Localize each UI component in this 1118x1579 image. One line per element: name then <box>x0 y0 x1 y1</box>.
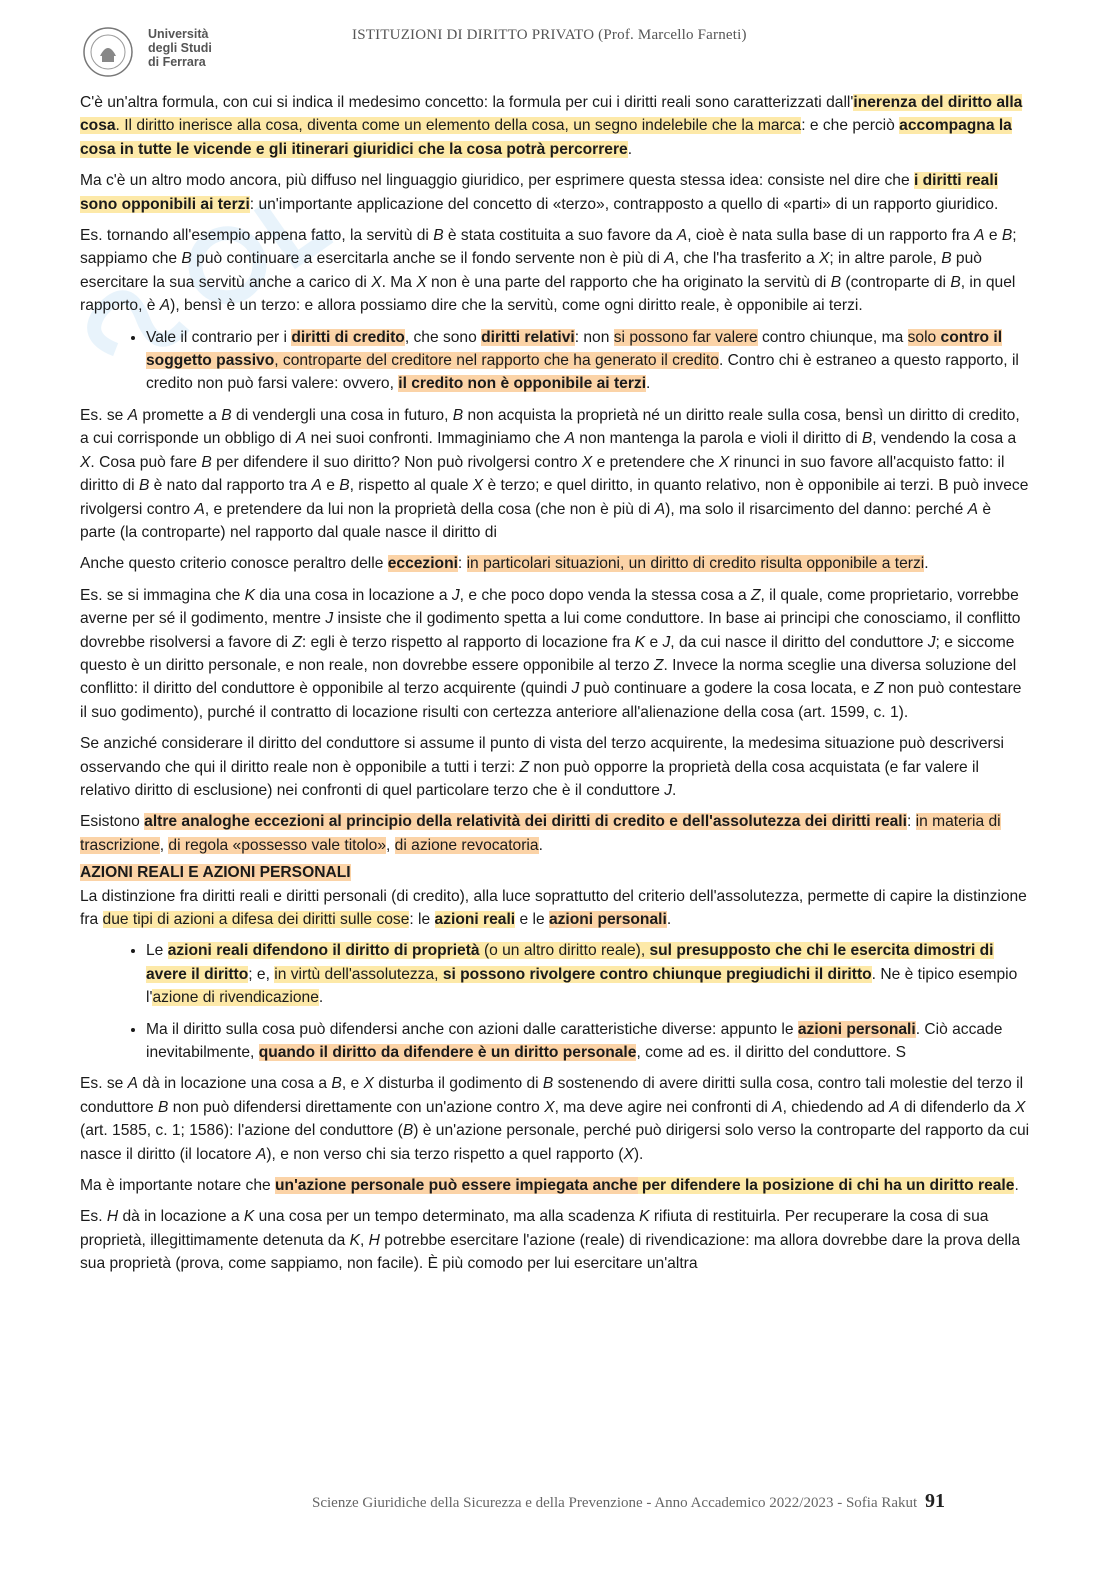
paragraph: Ma c'è un altro modo ancora, più diffuso nel linguaggio giuridico, per esprimere questa stessa idea: consiste nel dire che i diritti reali sono opponibili ai terzi: un'importante applicazione del concetto di «terzo», contrapposto a quello di «parti» di un rapporto giuridico. <box>80 172 999 213</box>
page-number: 91 <box>924 1490 945 1512</box>
paragraph: Esistono altre analoghe eccezioni al principio della relatività dei diritti di credito e dell'assolutezza dei diritti reali: in materia di trascrizione, di regola «possesso vale titolo», di azione revocatoria. <box>80 813 1001 854</box>
university-name-line-3: di Ferrara <box>148 55 206 69</box>
paragraph: C'è un'altra formula, con cui si indica il medesimo concetto: la formula per cui i diritti reali sono caratterizzati dall'inerenza del diritto alla cosa. Il diritto inerisce alla cosa, diventa come un elemento della cosa, un segno indelebile che la marca: e che perciò accompagna la cosa in tutte le vicende e gli itinerari giuridici che la cosa potrà percorrere. <box>80 94 1023 158</box>
page-header <box>0 0 1118 80</box>
course-title: ISTITUZIONI DI DIRITTO PRIVATO (Prof. Marcello Farneti) <box>352 27 747 43</box>
university-name-line-2: degli Studi <box>148 41 212 55</box>
page-footer <box>312 1490 945 1513</box>
paragraph: Ma è importante notare che un'azione personale può essere impiegata anche per difendere la posizione di chi ha un diritto reale. <box>80 1177 1019 1195</box>
list-item: • Ma il diritto sulla cosa può difendersi anche con azioni dalle caratteristiche diverse: appunto le azioni personali. Ciò accade inevitabilmente, quando il diritto da difendere è un diritto personale, come ad es. il diritto del conduttore. S <box>146 1018 1030 1065</box>
footer-text: Scienze Giuridiche della Sicurezza e della Prevenzione - Anno Accademico 2022/2023 - Sofia Rakut <box>312 1495 918 1511</box>
paragraph: Se anziché considerare il diritto del conduttore si assume il punto di vista del terzo acquirente, la medesima situazione può descriversi osservando che qui il diritto reale non è opponibile a tutti i terzi: Z non può opporre la proprietà della cosa acquistata (e far valere il relativo diritto di esclusione) nei confronti di quel particolare terzo che è il conduttore J. <box>80 735 1004 799</box>
list-item: • Vale il contrario per i diritti di credito, che sono diritti relativi: non si possono far valere contro chiunque, ma solo contro il soggetto passivo, controparte del creditore nel rapporto che ha generato il credito. Contro chi è estraneo a questo rapporto, il credito non può farsi valere: ovvero, il credito non è opponibile ai terzi. <box>146 326 1030 396</box>
page-body <box>80 91 1030 1284</box>
paragraph: Es. se A dà in locazione una cosa a B, e X disturba il godimento di B sostenendo di avere diritti sulla cosa, contro tali molestie del terzo il conduttore B non può difendersi direttamente con un'azione contro X, ma deve agire nei confronti di A, chiedendo ad A di difenderlo da X (art. 1585, c. 1; 1586): l'azione del conduttore (B) è un'azione personale, perché può dirigersi solo verso la controparte del rapporto da cui nasce il diritto (il locatore A), e non verso chi sia terzo rispetto a quel rapporto (X). <box>80 1075 1030 1163</box>
bullet-list <box>80 939 1030 1064</box>
paragraph: Es. tornando all'esempio appena fatto, la servitù di B è stata costituita a suo favore da A, cioè è nata sulla base di un rapporto fra A e B; sappiamo che B può continuare a esercitarla anche se il fondo servente non è più di A, che l'ha trasferito a X; in altre parole, B può esercitare la sua servitù anche a carico di X. Ma X non è una parte del rapporto che ha originato la servitù di B (controparte di B, in quel rapporto, è A), bensì è un terzo: e allora possiamo dire che la servitù, come ogni diritto reale, è opponibile ai terzi. <box>80 227 1017 315</box>
list-item: • Le azioni reali difendono il diritto di proprietà (o un altro diritto reale), sul presupposto che chi le esercita dimostri di avere il diritto; e, in virtù dell'assolutezza, si possono rivolgere contro chiunque pregiudichi il diritto. Ne è tipico esempio l'azione di rivendicazione. <box>146 939 1030 1009</box>
paragraph: Es. se si immagina che K dia una cosa in locazione a J, e che poco dopo venda la stessa cosa a Z, il quale, come proprietario, vorrebbe averne per sé il godimento, mentre J insiste che il godimento spetta a lui come conduttore. In base ai principi che conosciamo, il conflitto dovrebbe risolversi a favore di Z: egli è terzo rispetto al rapporto di locazione fra K e J, da cui nasce il diritto del conduttore J; e siccome questo è un diritto personale, e non reale, non dovrebbe essere opponibile al terzo Z. Invece la norma sceglie una diversa soluzione del conflitto: il diritto del conduttore è opponibile al terzo acquirente (quindi J può continuare a godere la cosa locata, e Z non può contestare il suo godimento), purché il contratto di locazione risulti con certezza anteriore all'alienazione della cosa (art. 1599, c. 1). <box>80 586 1022 721</box>
section-heading: AZIONI REALI E AZIONI PERSONALI <box>80 864 351 882</box>
paragraph: Es. se A promette a B di vendergli una cosa in futuro, B non acquista la proprietà né un diritto reale sulla cosa, bensì un diritto di credito, a cui corrisponde un obbligo di A nei suoi confronti. Immaginiamo che A non mantenga la parola e violi il diritto di B, vendendo la cosa a X. Cosa può fare B per difendere il suo diritto? Non può rivolgersi contro X e pretendere che X rinunci in suo favore all'acquisto fatto: il diritto di B è nato dal rapporto tra A e B, rispetto al quale X è terzo; e quel diritto, in quanto relativo, non è opponibile ai terzi. B può invece rivolgersi contro A, e pretendere da lui non la proprietà della cosa (che non è più di A), ma solo il risarcimento del danno: perché A è parte (la controparte) nel rapporto dal quale nasce il diritto di <box>80 406 1029 541</box>
university-name <box>148 27 212 69</box>
bullet-list <box>80 326 1030 396</box>
university-name-line-1: Università <box>148 27 209 41</box>
paragraph: Es. H dà in locazione a K una cosa per un tempo determinato, ma alla scadenza K rifiuta di restituirla. Per recuperare la cosa di sua proprietà, illegittimamente detenuta da K, H potrebbe esercitare l'azione (reale) di rivendicazione: ma allora dovrebbe dare la prova della sua proprietà (prova, come sappiamo, non facile). È più comodo per lui esercitare un'altra <box>80 1208 1021 1273</box>
paragraph: Anche questo criterio conosce peraltro delle eccezioni: in particolari situazioni, un diritto di credito risulta opponibile a terzi. <box>80 555 929 573</box>
university-seal-icon <box>82 26 134 78</box>
paragraph: La distinzione fra diritti reali e diritti personali (di credito), alla luce soprattutto del criterio dell'assolutezza, permette di capire la distinzione fra due tipi di azioni a difesa dei diritti sulle cose: le azioni reali e le azioni personali. <box>80 887 1027 928</box>
